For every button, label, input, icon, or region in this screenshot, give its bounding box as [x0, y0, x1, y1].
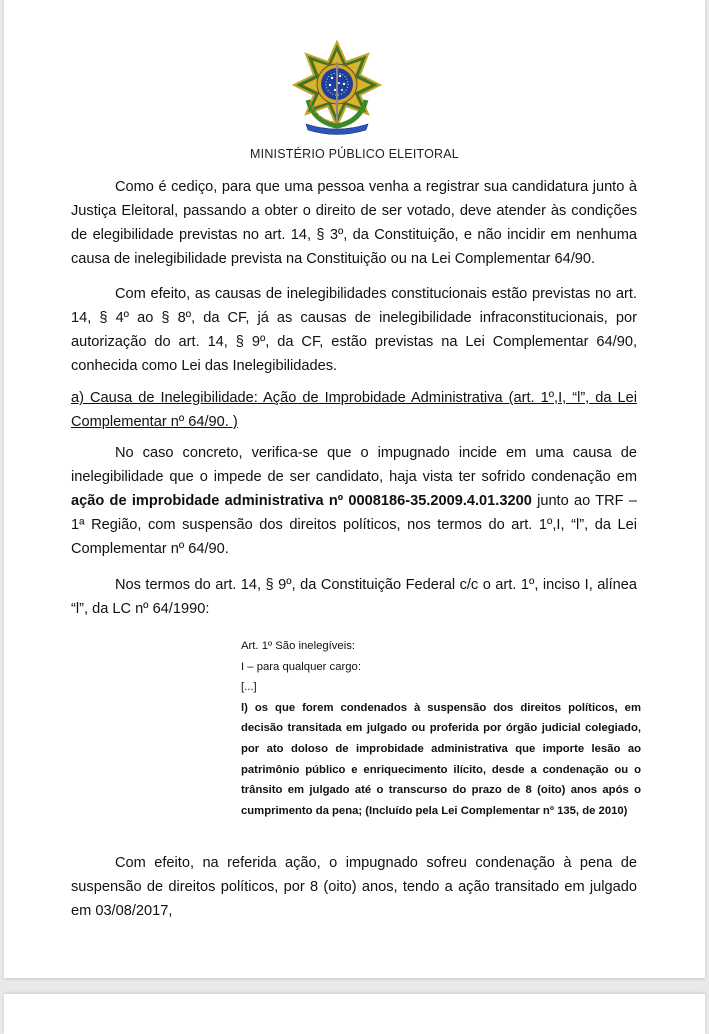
paragraph-4: Nos termos do art. 14, § 9º, da Constituição Federal c/c o art. 1º, inciso I, alínea “l”, da LC nº 64/1990:: [71, 577, 637, 617]
brazil-coat-of-arms-icon: [292, 40, 382, 136]
paragraph-2: Com efeito, as causas de inelegibilidades constitucionais estão previstas no art. 14, § 4º ao § 8º, da CF, já as causas de inelegibilidade infraconstitucionais, por autorização do art. 14, § 9º, da CF, estão previstas na Lei Complementar 64/90, conhecida como Lei das Inelegibilidades.: [71, 286, 637, 374]
citation-line-3: [...]: [241, 681, 257, 694]
paragraph-3-text-end: junto ao TRF – 1ª Região, com suspensão dos direitos políticos, nos termos do art. 1º,I, “l”, da Lei Complementar nº 64/90.: [71, 493, 637, 557]
section-heading: a) Causa de Inelegibilidade: Ação de Improbidade Administrativa (art. 1º,I, “l”, da Lei Complementar nº 64/90. ): [71, 390, 637, 430]
citation-bold-text: l) os que forem condenados à suspensão dos direitos políticos, em decisão transitada em julgado ou proferida por órgão judicial colegiado, por ato doloso de improbidade administrativa que importe lesão ao patrimônio público e enriquecimento ilícito, desde a condenação ou o trânsito em julgado até o transcurso do prazo de 8 (oito) anos após o cumprimento da pena; (Incluído pela Lei Complementar nº 135, de 2010): [241, 701, 641, 817]
next-page-edge: [4, 994, 705, 1034]
paragraph-3-text-start: No caso concreto, verifica-se que o impugnado incide em uma causa de inelegibilidade que o impede de ser candidato, haja vista ter sofrido condenação em: [71, 445, 637, 485]
legal-citation: [241, 636, 641, 821]
paragraph-3: [71, 441, 637, 561]
paragraph-5: Com efeito, na referida ação, o impugnado sofreu condenação à pena de suspensão de direitos políticos, por 8 (oito) anos, tendo a ação transitado em julgado em 03/08/2017,: [71, 855, 637, 919]
document-page: [4, 0, 705, 978]
case-number: ação de improbidade administrativa nº 0008186-35.2009.4.01.3200: [71, 493, 532, 509]
citation-line-2: I – para qualquer cargo:: [241, 660, 361, 673]
citation-line-1: Art. 1º São inelegíveis:: [241, 640, 356, 652]
paragraph-1: Como é cediço, para que uma pessoa venha a registrar sua candidatura junto à Justiça Eleitoral, passando a obter o direito de ser votado, deve atender às condições de elegibilidade previstas no art. 14, § 3º, da Constituição, e não incidir em nenhuma causa de inelegibilidade prevista na Constituição ou na Lei Complementar 64/90.: [71, 179, 637, 267]
institution-header: MINISTÉRIO PÚBLICO ELEITORAL: [250, 147, 459, 161]
